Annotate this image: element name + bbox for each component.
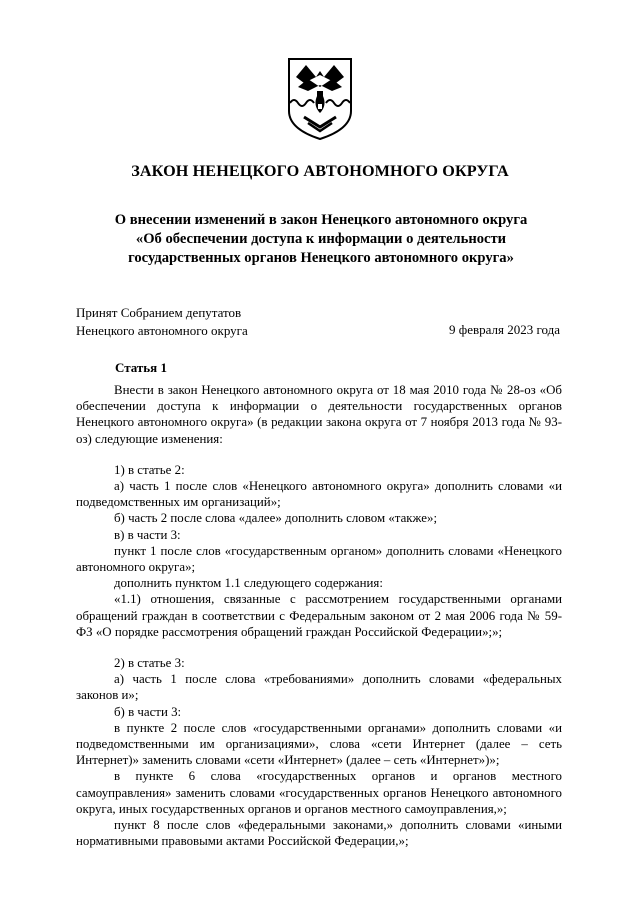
paragraph: дополнить пунктом 1.1 следующего содержания: <box>114 576 383 591</box>
paragraph: пункт 1 после слов «государственным органом» дополнить словами «Ненецкого автономного округа»; <box>76 543 562 575</box>
paragraph: Внести в закон Ненецкого автономного округа от 18 мая 2010 года № 28-оз «Об обеспечении доступа к информации о деятельности государственных органов Ненецкого автономного округа» (в редакции закона округа от 7 ноября 2013 года № 93-оз) следующие изменения: <box>76 383 562 446</box>
document-title: ЗАКОН НЕНЕЦКОГО АВТОНОМНОГО ОКРУГА <box>131 162 509 180</box>
paragraph: б) в части 3: <box>114 704 182 719</box>
subtitle-line: «Об обеспечении доступа к информации о деятельности <box>135 231 507 247</box>
paragraph: в пункте 6 слова «государственных органов и органов местного самоуправления» заменить словами «государственных органов Ненецкого автономного округа, иных государственных органов и органов местного самоуправления,»; <box>76 769 562 816</box>
paragraph: в) в части 3: <box>114 527 181 542</box>
paragraph: пункт 8 после слов «федеральными законами,» дополнить словами «иными нормативными правовыми актами Российской Федерации,»; <box>76 818 562 849</box>
paragraph: б) часть 2 после слова «далее» дополнить словом «также»; <box>114 511 438 526</box>
adopted-by <box>76 304 248 339</box>
adopted-by-line: Ненецкого автономного округа <box>76 322 248 338</box>
article-body <box>76 382 562 849</box>
paragraph: 2) в статье 3: <box>114 656 185 671</box>
subtitle-line: государственных органов Ненецкого автономного округа» <box>128 250 514 266</box>
adoption-date: 9 февраля 2023 года <box>449 322 560 337</box>
adopted-by-line: Принят Собранием депутатов <box>76 305 242 320</box>
nao-coat-of-arms-icon <box>286 57 354 141</box>
document-subtitle <box>80 211 562 268</box>
paragraph: 1) в статье 2: <box>114 462 185 477</box>
paragraph: «1.1) отношения, связанные с рассмотрением государственными органами обращений граждан в соответствии с Федеральным законом от 2 мая 2006 года № 59-ФЗ «О порядке рассмотрения обращений граждан Российской Федерации»;»; <box>76 592 562 639</box>
subtitle-line: О внесении изменений в закон Ненецкого автономного округа <box>114 212 528 228</box>
paragraph: а) часть 1 после слова «требованиями» дополнить словами «федеральных законов и»; <box>76 672 562 703</box>
paragraph: в пункте 2 после слов «государственными органами» дополнить словами «и подведомственными им организациями», слова «сети Интернет (далее – сеть Интернет)» заменить словами «сети «Интернет» (далее – сеть «Интернет»)»; <box>76 720 562 768</box>
paragraph: а) часть 1 после слов «Ненецкого автономного округа» дополнить словами «и подведомственных им организаций»; <box>76 479 562 510</box>
article-heading: Статья 1 <box>115 360 167 375</box>
